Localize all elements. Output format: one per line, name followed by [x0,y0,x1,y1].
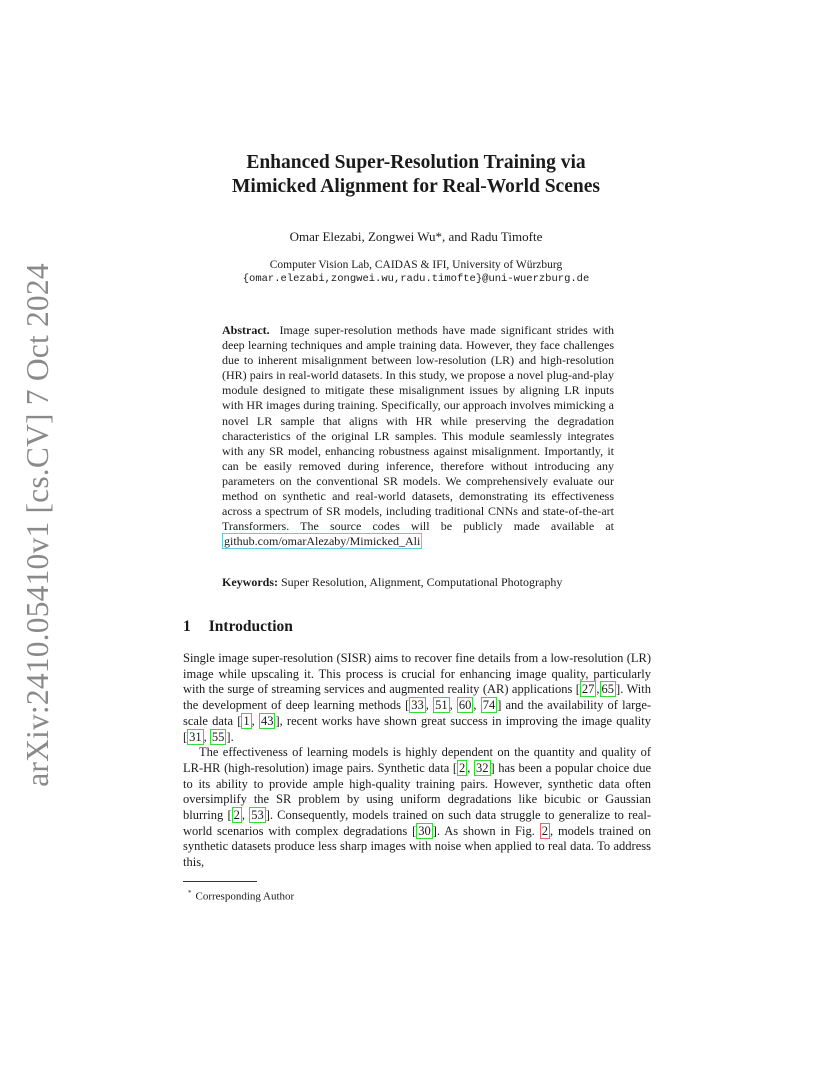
title-line-2: Mimicked Alignment for Real-World Scenes [232,176,600,197]
citation-link[interactable]: 53 [251,808,264,823]
text-run: ]. With the development of deep learning methods [ [183,682,651,713]
keywords-label: Keywords: [222,575,278,589]
citation-link[interactable]: 55 [211,729,225,744]
citation-link[interactable]: 33 [411,698,424,713]
citation-link[interactable]: 30 [418,823,431,838]
footnote-text: Corresponding Author [195,890,295,903]
section-number: 1 [183,618,191,635]
citation-link[interactable]: 74 [482,698,496,713]
affiliation: Computer Vision Lab, CAIDAS & IFI, University of Würzburg [269,259,563,271]
text-run: The effectiveness of learning models is highly dependent on the quantity and quality of LR-HR (high-resolution) image pairs. Synthetic data [ [183,745,651,775]
abstract-label: Abstract. [222,323,270,337]
arxiv-identifier-text: arXiv:2410.05410v1 [cs.CV] 7 Oct 2024 [20,263,55,787]
text-run: ]. [226,729,234,744]
citation-link[interactable]: 31 [189,729,202,744]
arxiv-identifier-stamp [20,263,56,787]
text-run: , models trained on synthetic datasets produce less sharp images with noise when applied to real data. To address this, [183,823,651,870]
text-run: ] has been a popular choice due to its ability to provide ample high-quality training pairs. However, synthetic data often oversimplify the SR problem by using uniform degradations like bicubic or Gaussian blurring [ [183,760,651,823]
citation-link[interactable]: 65 [601,682,615,697]
citation-link[interactable]: 60 [458,698,472,713]
text-run: ] and the availability of large-scale data [ [183,698,652,728]
code-repository-link[interactable]: github.com/omarAlezaby/Mimicked_Ali [224,534,421,549]
intro-paragraph-2: The effectiveness of learning models is highly dependent on the quantity and quality of LR-HR (high-resolution) image pairs. Synthetic data [ 2 , 32 ] has been a popular choice due to its ability to provide ample high-quality training pairs. However, synthetic data often oversimplify the SR problem by using uniform degradations like bicubic or Gaussian blurring [ 2 , 53 ]. Consequently, models trained on such data struggle to generalize to real-world scenarios with complex degradations [ 30 ]. As shown in Fig. 2 , models trained on synthetic datasets produce less sharp images with noise when applied to real data. To address this, [183,745,652,870]
paper-title [150,151,682,199]
citation-link[interactable]: 51 [435,698,448,713]
figure-reference-link[interactable]: 2 [541,823,548,838]
text-run: ], recent works have shown great success in improving the image quality [ [183,713,651,744]
footnote-divider [183,881,257,882]
introduction-body [183,651,651,871]
author-list: Omar Elezabi, Zongwei Wu*, and Radu Timofte [289,229,543,244]
keywords-text: Super Resolution, Alignment, Computational Photography [281,575,563,589]
author-emails: {omar.elezabi,zongwei.wu,radu.timofte}@uni-wuerzburg.de [242,273,590,285]
citation-link[interactable]: 32 [476,760,489,775]
text-run: ]. Consequently, models trained on such data struggle to generalize to real-world scenarios with complex degradations [ [183,808,652,838]
affiliation-block [150,258,682,286]
intro-paragraph-1: Single image super-resolution (SISR) aims to recover fine details from a low-resolution (LR) image while upscaling it. This process is crucial for enhancing image quality, particularly with the surge of streaming services and augmented reality (AR) applications [ 27 , 65 ]. With the development of deep learning methods [ 33 , 51 , 60 , 74 ] and the availability of large-scale data [ 1 , 43 ], recent works have shown great success in improving the image quality [ 31 , 55 ]. [183,651,652,744]
section-heading [183,617,293,636]
text-run: ]. As shown in Fig. [432,823,540,838]
title-line-1: Enhanced Super-Resolution Training via [246,152,586,173]
citation-link[interactable]: 43 [260,713,274,728]
citation-link[interactable]: 2 [233,808,240,823]
abstract [222,323,614,549]
citation-link[interactable]: 27 [581,682,595,697]
footnote-mark: * [188,889,192,897]
footnote [188,886,294,904]
abstract-text: Image super-resolution methods have made significant strides with deep learning techniques and ample training data. However, they face challenges due to inherent misalignment between low-resolution (LR) and high-resolution (HR) pairs in real-world datasets. In this study, we propose a novel plug-and-play module designed to mitigate these misalignment issues by aligning LR inputs with HR images during training. Specifically, our approach involves mimicking a novel LR sample that aligns with HR while preserving the degradation characteristics of the original LR samples. This module seamlessly integrates with any SR model, enhancing robustness against misalignment. Importantly, it can be easily removed during inference, therefore without introducing any parameters on the conventional SR models. We comprehensively evaluate our method on synthetic and real-world datasets, demonstrating its effectiveness across a spectrum of SR models, including traditional CNNs and state-of-the-art Transformers. The source codes will be publicly made available at [222,323,614,534]
citation-link[interactable]: 1 [243,713,250,728]
keywords [222,575,622,590]
text-run: Single image super-resolution (SISR) aims to recover fine details from a low-resolution (LR) image while upscaling it. This process is crucial for enhancing image quality, particularly with the surge of streaming services and augmented reality (AR) applications [ [183,651,651,697]
section-title: Introduction [208,618,293,635]
citation-link[interactable]: 2 [459,760,466,775]
